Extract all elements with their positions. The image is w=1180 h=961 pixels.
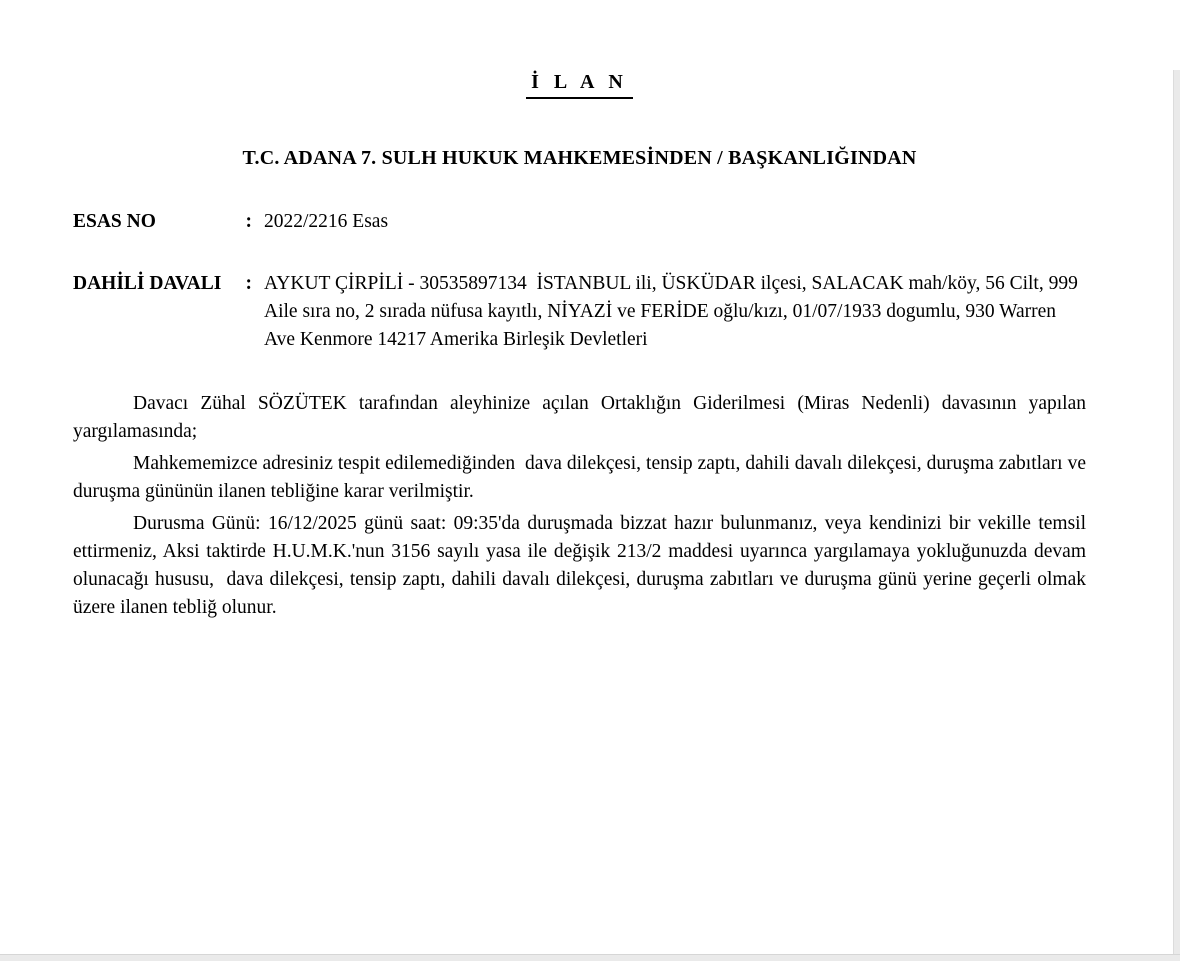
court-announcement-document: [0, 70, 1180, 622]
body-paragraphs: [73, 390, 1086, 622]
defendant-row: [73, 270, 1086, 354]
viewer-right-edge-band: [1173, 70, 1180, 961]
case-number-row: [73, 208, 1086, 236]
case-number-value: 2022/2216 Esas: [264, 211, 389, 232]
viewer-bottom-edge-band: [0, 954, 1180, 961]
paragraph-hearing-notice: Durusma Günü: 16/12/2025 günü saat: 09:35'da duruşmada bizzat hazır bulunmanız, veya kendinizi bir vekille temsil ettirmeniz, Aksi taktirde H.U.M.K.'nun 3156 sayılı yasa ile değişik 213/2 maddesi uyarınca yargılamaya yokluğunuzda devam olunacağı hususu, dava dilekçesi, tensip zaptı, dahili davalı dilekçesi, duruşma zabıtları ve duruşma günü yerine geçerli olmak üzere ilanen tebliğ olunur.: [73, 513, 1086, 618]
case-number-label: ESAS NO: [73, 211, 156, 232]
case-number-colon: :: [245, 211, 252, 232]
case-number-label-cell: [73, 208, 252, 236]
defendant-label-cell: [73, 270, 252, 298]
paragraph-notification-decision: Mahkememizce adresiniz tespit edilemediğinden dava dilekçesi, tensip zaptı, dahili davalı dilekçesi, duruşma zabıtları ve duruşma gününün ilanen tebliğine karar verilmiştir.: [73, 453, 1086, 502]
document-title-wrap: [73, 70, 1086, 99]
defendant-value: AYKUT ÇİRPİLİ - 30535897134 İSTANBUL ili, ÜSKÜDAR ilçesi, SALACAK mah/köy, 56 Cilt, 999 Aile sıra no, 2 sırada nüfusa kayıtlı, NİYAZİ ve FERİDE oğlu/kızı, 01/07/1933 dogumlu, 930 Warren Ave Kenmore 14217 Amerika Birleşik Devletleri: [264, 273, 1078, 350]
court-name-heading: T.C. ADANA 7. SULH HUKUK MAHKEMESİNDEN / BAŞKANLIĞINDAN: [242, 147, 917, 169]
defendant-label: DAHİLİ DAVALI: [73, 273, 222, 294]
defendant-colon: :: [245, 273, 252, 294]
paragraph-case-summary: Davacı Zühal SÖZÜTEK tarafından aleyhinize açılan Ortaklığın Giderilmesi (Miras Nedenli) davasının yapılan yargılamasında;: [73, 393, 1086, 442]
document-title: İ L A N: [526, 70, 633, 99]
